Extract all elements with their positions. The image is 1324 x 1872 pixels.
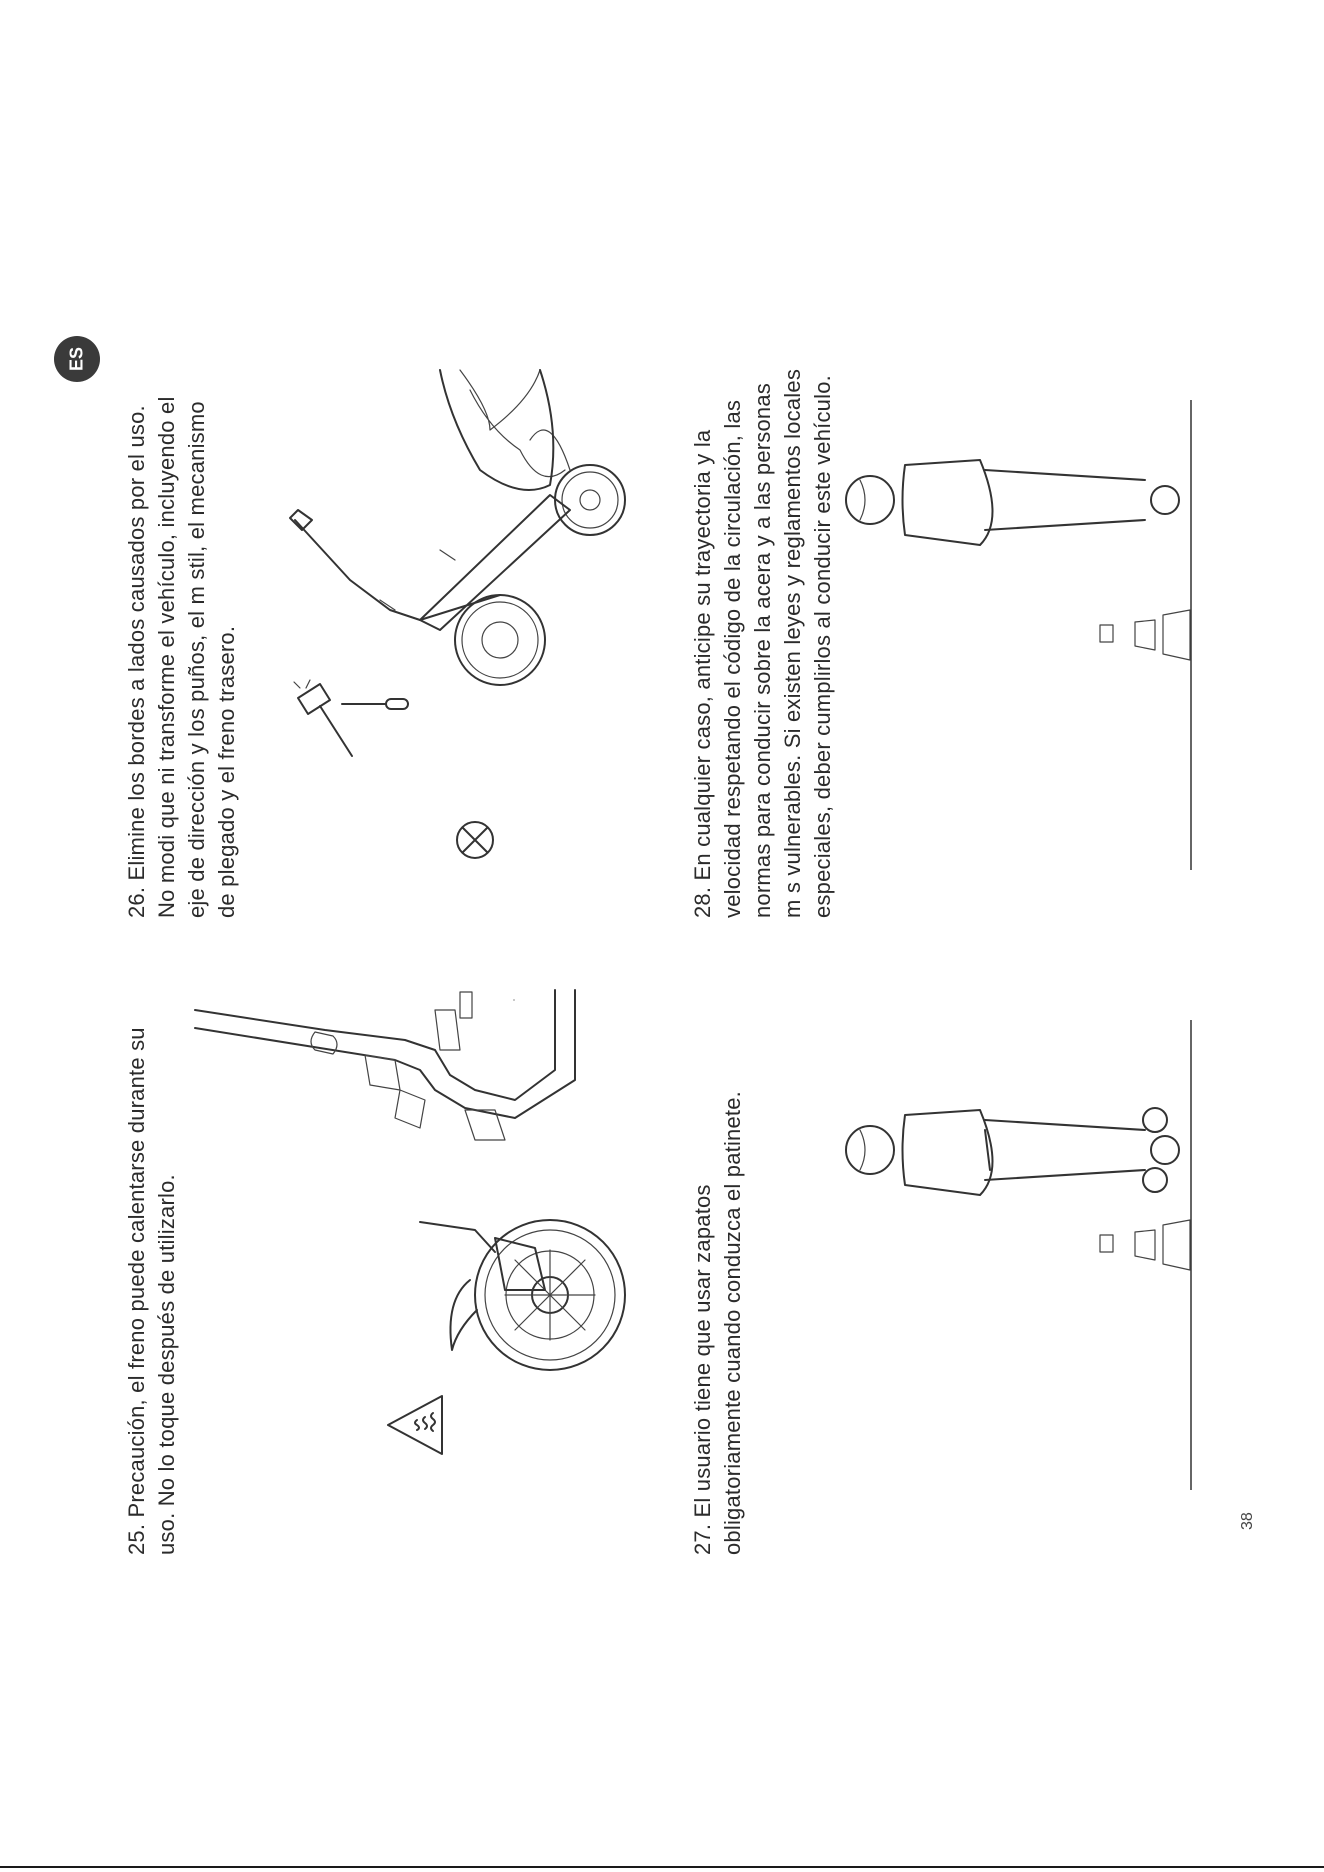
section-28-text <box>688 369 838 918</box>
section-26-text <box>122 396 242 918</box>
section-27-line: 27. El usuario tiene que usar zapatos <box>690 1184 715 1555</box>
section-26-line: 26. Elimine los bordes a lados causados por el uso. <box>124 405 149 918</box>
road-markings <box>1100 1220 1190 1270</box>
rider-helmet <box>846 476 894 524</box>
rear-wheel <box>475 1220 625 1370</box>
rider-shoes-illustration <box>845 1020 1205 1490</box>
section-27-line: obligatoriamente cuando conduzca el patinete. <box>720 1091 745 1555</box>
rider-torso <box>903 460 993 545</box>
road-markings <box>1100 610 1190 660</box>
rider-torso <box>903 1110 993 1195</box>
rider-helmet <box>846 1126 894 1174</box>
bottom-rule <box>0 1866 1324 1868</box>
section-26-line: de plegado y el freno trasero. <box>214 625 239 918</box>
scooter-stem <box>985 470 1145 530</box>
prohibited-icon <box>455 820 495 860</box>
section-28-line: velocidad respetando el código de la circulación, las <box>720 399 745 918</box>
stem-clamp <box>456 990 476 1020</box>
section-28-line: 28. En cualquier caso, anticipe su trayectoria y la <box>690 429 715 918</box>
hot-surface-warning-icon <box>380 1390 450 1460</box>
rider-road-illustration <box>845 400 1205 870</box>
section-25-line: 25. Precaución, el freno puede calentarse durante su <box>124 1027 149 1555</box>
language-code: ES <box>66 346 87 372</box>
shoe-icons <box>1143 1108 1167 1192</box>
deck <box>420 495 570 630</box>
section-25-line: uso. No lo toque después de utilizarlo. <box>154 1174 179 1555</box>
page-number: 38 <box>1239 1512 1256 1530</box>
steering-stem <box>295 520 500 620</box>
language-badge <box>54 336 100 382</box>
stem-joints <box>380 550 455 610</box>
front-wheel <box>1151 486 1179 514</box>
front-wheel <box>1151 1136 1179 1164</box>
section-25-text <box>122 1027 182 1555</box>
section-27-text <box>688 1091 748 1555</box>
section-28-line: normas para conducir sobre la acera y a las personas <box>750 382 775 918</box>
screwdriver-icon <box>342 699 408 709</box>
vertical-stem-lines <box>350 1000 390 1410</box>
rear-wheel <box>555 465 625 535</box>
section-26-line: eje de dirección y los puños, el m stil, el mecanismo <box>184 401 209 918</box>
section-28-line: especiales, deber cumplirlos al conducir este vehículo. <box>810 375 835 918</box>
section-28-line: m s vulnerables. Si existen leyes y reglamentos locales <box>780 368 805 918</box>
section-26-line: No modi que ni transforme el vehículo, incluyendo el <box>154 396 179 918</box>
brake-wheel-illustration <box>195 990 625 1390</box>
scooter-stem <box>985 1120 1145 1180</box>
scooter-modification-illustration <box>290 370 630 700</box>
front-wheel <box>455 595 545 685</box>
brake-lever <box>420 1222 495 1252</box>
rear-fender <box>450 1280 477 1350</box>
